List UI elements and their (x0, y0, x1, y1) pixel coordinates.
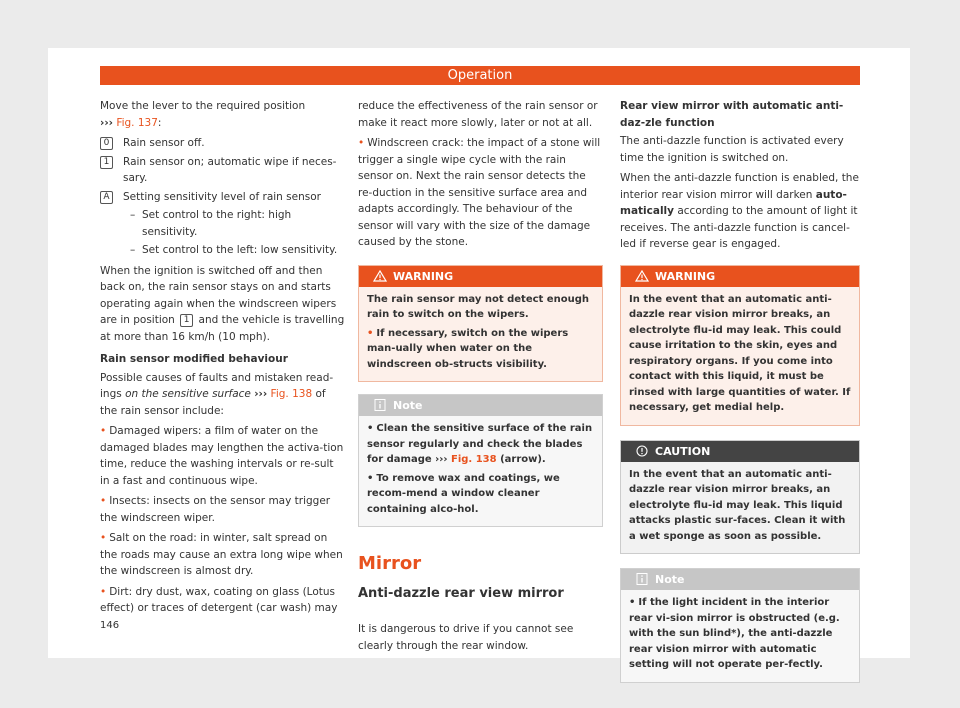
note-body: • If the light incident in the interior rear vi-sion mirror is obstructed (e.g. with the sun blind*), the anti-dazzle rear vision mirror with automatic setting will not operate per-fectly. (629, 597, 840, 670)
fig-138-link[interactable]: Fig. 138 (451, 454, 497, 465)
caution-header: CAUTION (621, 441, 859, 462)
column-2 (358, 98, 603, 658)
bullet-icon: • (367, 472, 374, 484)
list-item: • Windscreen crack: the impact of a stone will trigger a single wipe cycle with the rain sensor on. Next the rain sensor detects the re-duction in the sensitive surface area and adapts accordingly. The behaviour of the sensor will vary with the size of the damage caused by the stone. (358, 137, 601, 248)
bullet-icon: • (100, 495, 107, 507)
note-box (620, 568, 860, 683)
note-body: • Clean the sensitive surface of the rain sensor regularly and check the blades for damage ››› Fig. 138 (arrow). • To remove wax and coatings, we recom-mend a window cleaner containing alco-hol. (367, 423, 593, 515)
fig-138-link[interactable]: Fig. 138 (270, 388, 313, 400)
dash-item: – Set control to the right: high sensitivity. (130, 209, 292, 238)
info-icon (635, 573, 649, 585)
warning-box (358, 265, 603, 383)
chapter-title: Mirror (358, 553, 422, 574)
darken-paragraph: When the anti-dazzle function is enabled, the interior rear vision mirror will darken auto-matically according to the amount of light it receives. The anti-dazzle function is cancel-led if reverse gear is engaged. (620, 172, 859, 250)
continued-paragraph: reduce the effectiveness of the rain sensor or make it react more slowly, later or not at all. (358, 100, 598, 129)
column-3 (620, 98, 860, 695)
warning-body: In the event that an automatic anti-dazzle rear vision mirror breaks, an electrolyte flu-id may leak. This could cause irritation to the skin, eyes and respiratory organs. If you come into contact with this liquid, it must be rinsed with large quantities of water. If necessary, get medial help. (629, 293, 851, 413)
key-item: 0 Rain sensor off. (100, 135, 345, 152)
fig-137-link[interactable]: Fig. 137 (116, 116, 158, 129)
key-1-badge: 1 (100, 156, 113, 169)
list-item: • Insects: insects on the sensor may trigger the windscreen wiper. (100, 495, 331, 524)
mirror-paragraph: It is dangerous to drive if you cannot see clearly through the rear window. (358, 623, 574, 652)
key-0-badge: 0 (100, 137, 113, 150)
section-heading: Rear view mirror with automatic anti-daz-zle function (620, 100, 844, 129)
section-header: Operation (100, 66, 860, 85)
list-item: • Damaged wipers: a film of water on the damaged blades may lengthen the activa-tion time, reduce the washing intervals or re-sult in a fast and continuous wipe. (100, 425, 344, 487)
causes-paragraph: Possible causes of faults and mistaken read-ings on the sensitive surface ››› Fig. 138 of the rain sensor include: (100, 371, 334, 417)
bullet-icon: • (367, 327, 374, 339)
note-header: Note (621, 569, 859, 590)
key-1-badge: 1 (180, 314, 193, 327)
note-header: Note (359, 395, 602, 416)
bullet-icon: • (358, 137, 365, 149)
section-subtitle: Anti-dazzle rear view mirror (358, 586, 564, 601)
intro-paragraph: Move the lever to the required position ››› Fig. 137: (100, 100, 306, 129)
info-icon (373, 399, 387, 411)
dash-item: – Set control to the left: low sensitivity. (130, 244, 338, 256)
caution-box (620, 440, 860, 555)
bullet-icon: • (367, 423, 374, 434)
warning-body: The rain sensor may not detect enough rain to switch on the wipers. • If necessary, switch on the wipers man-ually when water on the windscreen ob-structs visibility. (367, 293, 589, 370)
bullet-icon: • (100, 585, 107, 598)
caution-body: In the event that an automatic anti-dazzle rear vision mirror breaks, an electrolyte flu-id may leak. This liquid attacks plastic sur-faces. Clean it with a wet sponge as soon as possible. (629, 468, 846, 542)
key-a-badge: A (100, 191, 113, 204)
note-box (358, 394, 603, 527)
warning-triangle-icon (635, 270, 649, 282)
warning-header: WARNING (359, 266, 602, 287)
warning-triangle-icon (373, 270, 387, 282)
key-item: A Setting sensitivity level of rain sensor (100, 189, 345, 206)
list-item: • Dirt: dry dust, wax, coating on glass (Lotus effect) or traces of detergent (car wash) may (100, 585, 338, 614)
list-item: • Salt on the road: in winter, salt spread on the roads may cause an extra long wipe when the windscreen is almost dry. (100, 532, 343, 577)
caution-circle-icon (635, 445, 649, 457)
bullet-icon: • (100, 532, 107, 544)
key-item: 1 Rain sensor on; automatic wipe if neces-sary. (100, 154, 345, 187)
column-1 (100, 98, 345, 621)
warning-box (620, 265, 860, 426)
bullet-icon: • (629, 597, 636, 608)
section-heading: Rain sensor modified behaviour (100, 353, 288, 365)
anti-dazzle-paragraph: The anti-dazzle function is activated every time the ignition is switched on. (620, 135, 844, 164)
page-number: 146 (100, 620, 120, 631)
ignition-paragraph: When the ignition is switched off and then back on, the rain sensor stays on and starts operating again when the windscreen wipers are in position 1 and the vehicle is travelling at more than 16 km/h (10 mph). (100, 264, 345, 343)
ref-arrow: ››› (100, 116, 113, 129)
bullet-icon: • (100, 425, 107, 437)
warning-header: WARNING (621, 266, 859, 287)
